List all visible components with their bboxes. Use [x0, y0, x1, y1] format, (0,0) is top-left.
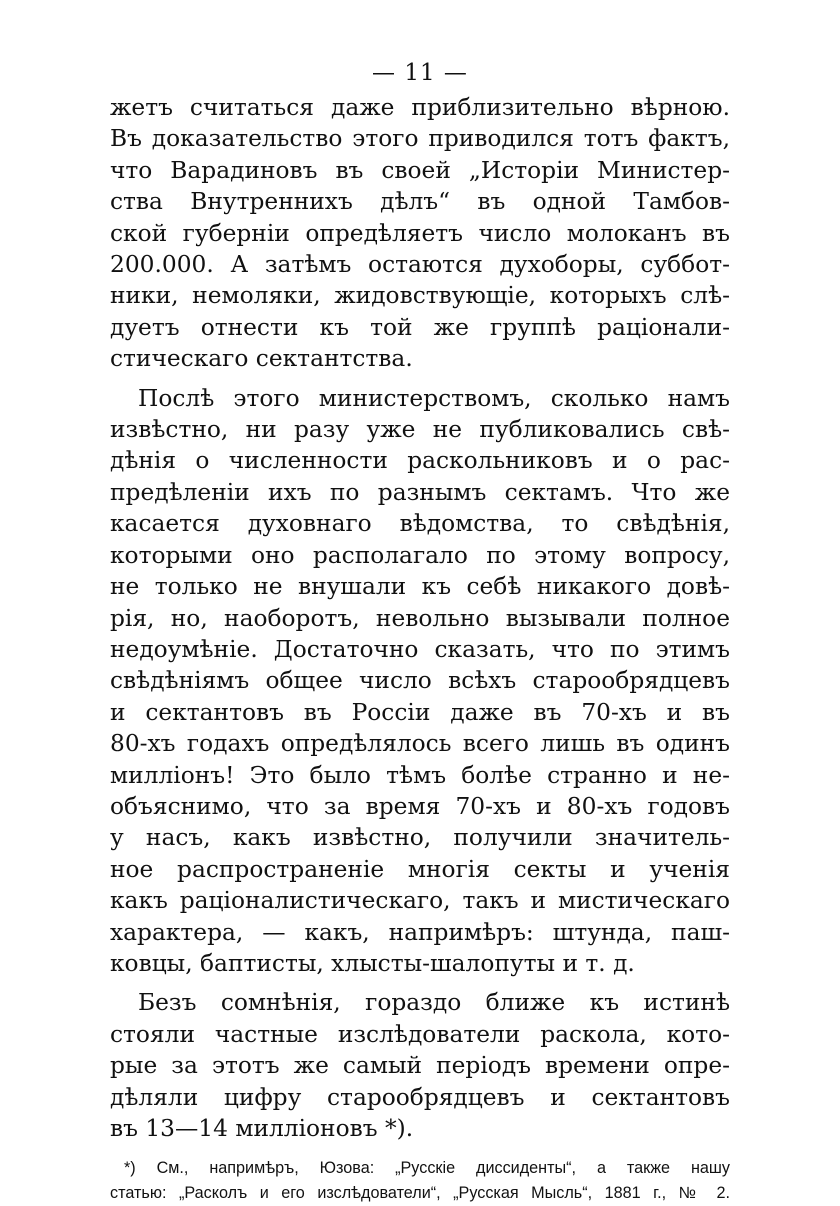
text-line: 200.000. А затѣмъ остаются духоборы, суббот- [110, 251, 730, 279]
text-line: предѣленіи ихъ по разнымъ сектамъ. Что же [110, 478, 730, 506]
text-line: объяснимо, что за время 70-хъ и 80-хъ годовъ [110, 792, 730, 820]
page-number: — 11 — [372, 60, 468, 86]
footnote [110, 1156, 730, 1206]
paragraph-3 [110, 987, 730, 1144]
text-line: характера, — какъ, напримѣръ: штунда, паш- [110, 918, 730, 946]
text-line: не только не внушали къ себѣ никакого довѣ- [110, 573, 730, 601]
text-line: у насъ, какъ извѣстно, получили значитель- [110, 824, 730, 852]
text-line: стояли частные изслѣдователи раскола, кото- [110, 1020, 730, 1048]
text-line: 80-хъ годахъ опредѣлялось всего лишь въ одинъ [110, 730, 730, 758]
text-line: которыми оно располагало по этому вопросу, [110, 541, 730, 569]
text-line: ства Внутреннихъ дѣлъ“ въ одной Тамбов- [110, 188, 730, 216]
text-line: извѣстно, ни разу уже не публиковались свѣ- [110, 416, 730, 444]
text-line: недоумѣніе. Достаточно сказать, что по этимъ [110, 635, 730, 663]
text-line: ники, немоляки, жидовствующіе, которыхъ слѣ- [110, 282, 730, 310]
text-line: дѣнія о численности раскольниковъ и о рас- [110, 447, 730, 475]
text-line: что Варадиновъ въ своей „Исторіи Министер- [110, 156, 730, 184]
text-line: свѣдѣніямъ общее число всѣхъ старообрядцевъ [110, 667, 730, 695]
text-line: Въ доказательство этого приводился тотъ фактъ, [110, 125, 730, 153]
text-line: дѣляли цифру старообрядцевъ и сектантовъ [110, 1083, 730, 1111]
text-line: ской губерніи опредѣляетъ число молоканъ въ [110, 219, 730, 247]
paragraph-2 [110, 383, 730, 980]
text-line: Послѣ этого министерствомъ, сколько намъ [138, 384, 730, 412]
text-line: какъ раціоналистическаго, такъ и мистическаго [110, 887, 730, 915]
text-line: касается духовнаго вѣдомства, то свѣдѣнія, [110, 510, 730, 538]
text-line: и сектантовъ въ Россіи даже въ 70-хъ и въ [110, 698, 730, 726]
text-line: рія, но, наоборотъ, невольно вызывали полное [110, 604, 730, 632]
footnote-line: *) См., напримѣръ, Юзова: „Русскіе диссиденты“, а также нашу [124, 1159, 730, 1178]
text-line: ное распространеніе многія секты и ученія [110, 855, 730, 883]
text-line: рые за этотъ же самый періодъ времени опре- [110, 1052, 730, 1080]
paragraph-1 [110, 92, 730, 375]
text-line: милліонъ! Это было тѣмъ болѣе странно и не- [110, 761, 730, 789]
text-line: Безъ сомнѣнія, гораздо ближе къ истинѣ [138, 989, 730, 1017]
text-line: въ 13—14 милліоновъ *). [110, 1115, 414, 1142]
text-line: стическаго сектантства. [110, 345, 413, 373]
text-line: дуетъ отнести къ той же группѣ раціонали- [110, 313, 730, 341]
text-line: ковцы, баптисты, хлысты-шалопуты и т. д. [110, 949, 635, 977]
footnote-line: статью: „Расколъ и его изслѣдователи“, „Русская Мысль“, 1881 г., № 2. [110, 1184, 730, 1203]
document-page [110, 58, 730, 1206]
text-line: жетъ считаться даже приблизительно вѣрною. [110, 94, 730, 121]
